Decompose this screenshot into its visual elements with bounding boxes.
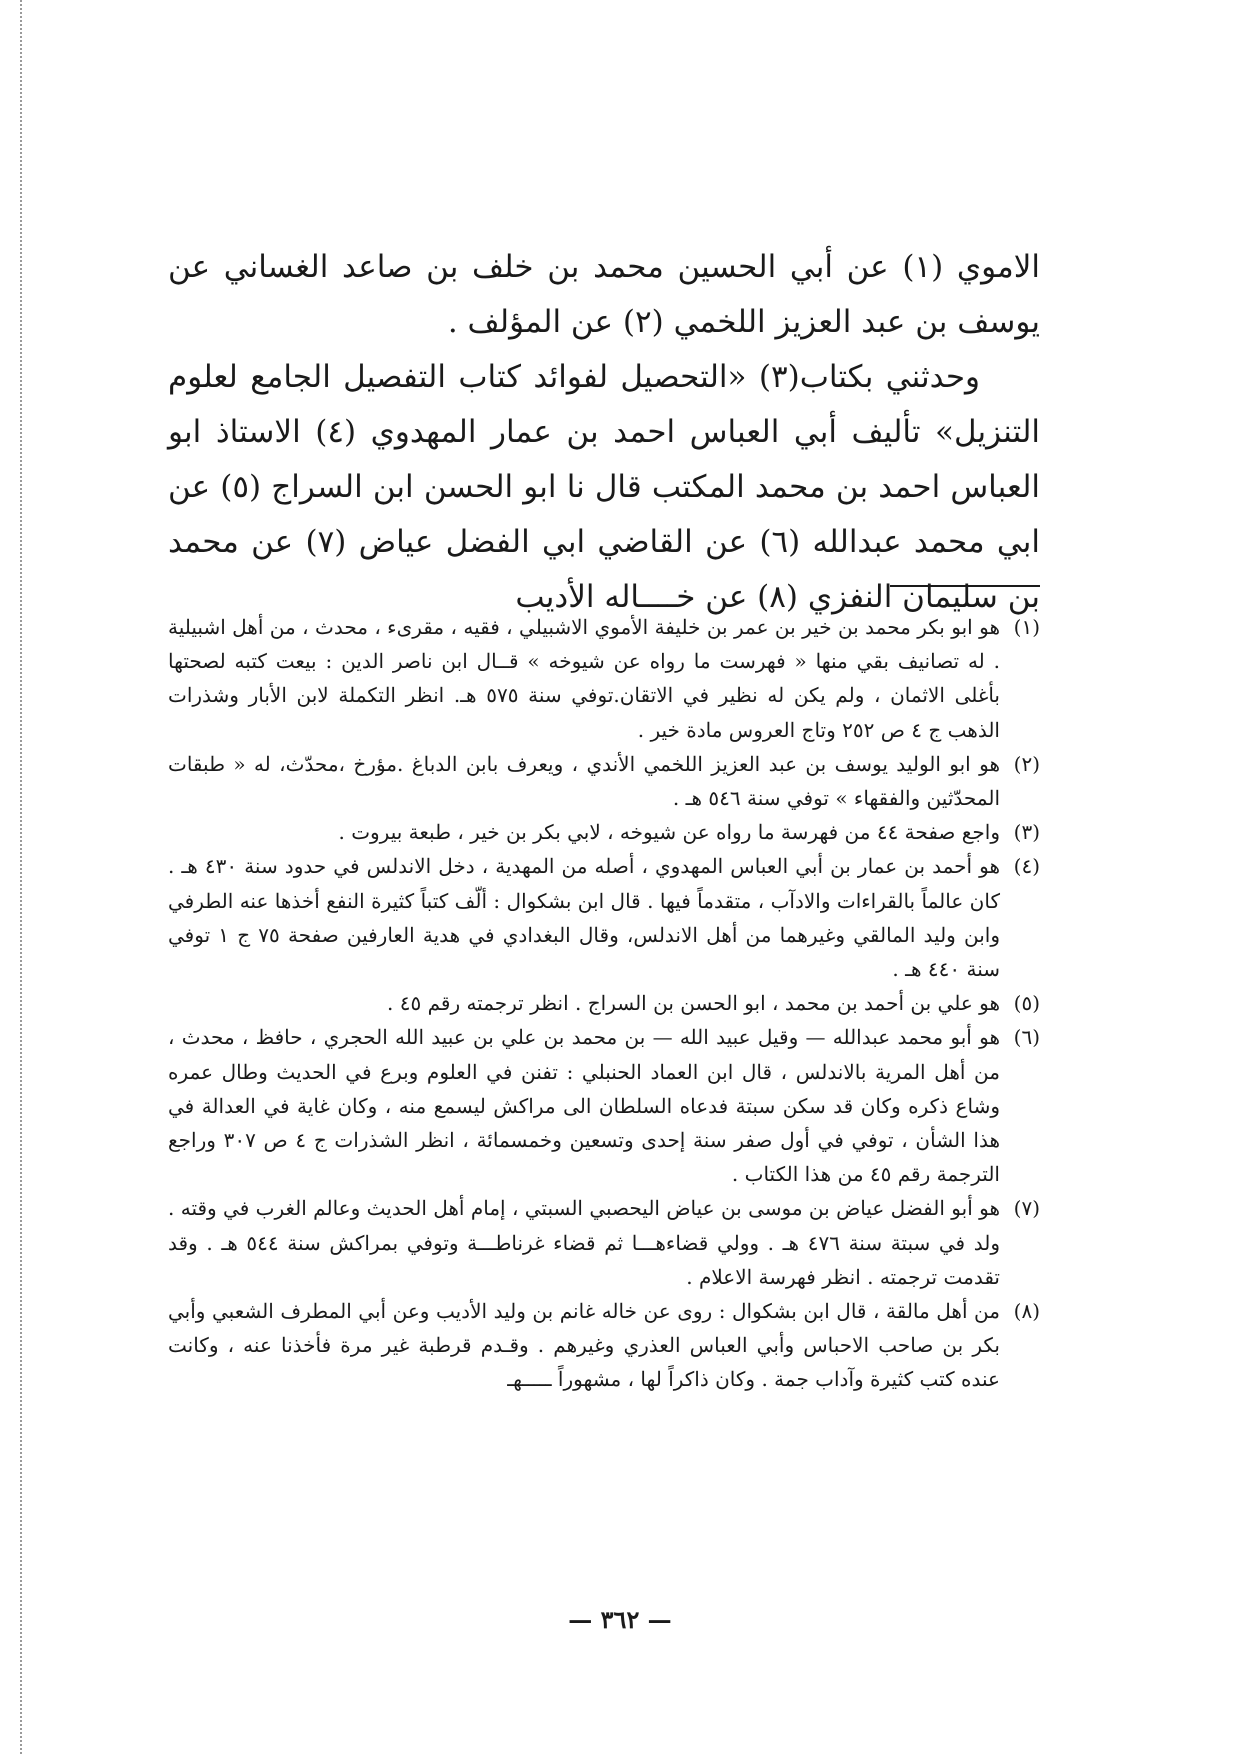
main-paragraph-1: الاموي (١) عن أبي الحسين محمد بن خلف بن صاعد الغساني عن يوسف بن عبد العزيز اللخمي (٢) عن المؤلف . [168,249,1040,340]
footnote-number: (٢) [1013,751,1040,776]
footnote-number: (١) [1013,615,1040,639]
footnote-2 [168,747,1040,815]
footnote-text: هو علي بن أحمد بن محمد ، ابو الحسن بن السراج . انظر ترجمته رقم ٤٥ . [387,991,1000,1016]
footnote-4 [168,849,1040,986]
scan-edge-line [20,0,24,1754]
footnote-number: (٨) [1013,1299,1040,1324]
footnote-5 [168,986,1040,1020]
main-paragraph-2: وحدثني بكتاب(٣) «التحصيل لفوائد كتاب التفصيل الجامع لعلوم التنزيل» تأليف أبي العباس احمد بن عمار المهدوي (٤) الاستاذ ابو العباس احمد بن محمد المكتب قال نا ابو الحسن ابن السراج (٥) عن ابي محمد عبدالله (٦) عن القاضي ابي الفضل عياض (٧) عن محمد بن سليمان النفزي (٨) عن خــــاله الأديب [168,359,1040,615]
footnote-number: (٧) [1013,1196,1040,1221]
footnote-number: (٦) [1013,1025,1040,1050]
footnote-8 [168,1294,1040,1397]
footnote-text: من أهل مالقة ، قال ابن بشكوال : روى عن خاله غانم بن وليد الأديب وعن أبي المطرف الشعبي وأبي بكر بن صاحب الاحباس وأبي العباس العذري وغيرهم . وقـدم قرطبة غير مرة فأخذنا عنه ، وكانت عنده كتب كثيرة وآداب جمة . وكان ذاكراً لها ، مشهوراً ـــــهـ [168,1299,1000,1392]
main-text [168,240,1040,625]
footnote-6 [168,1020,1040,1191]
footnote-number: (٣) [1013,820,1040,845]
page-number: — ٣٦٢ — [568,1605,672,1634]
footnote-number: (٤) [1013,854,1041,879]
footnote-text: هو أحمد بن عمار بن أبي العباس المهدوي ، أصله من المهدية ، دخل الاندلس في حدود سنة ٤٣٠ هـ . كان عالماً بالقراءات والادآب ، متقدماً فيها . قال ابن بشكوال : ألّف كتباً كثيرة النفع أخذها عنه الطرفي وابن وليد المالقي وغيرهما من أهل الاندلس، وقال البغدادي في هدية العارفين صفحة ٧٥ ج ١ توفي سنة ٤٤٠ هـ . [168,854,1001,982]
footnote-number: (٥) [1013,991,1040,1016]
footnote-text: هو ابو بكر محمد بن خير بن عمر بن خليفة الأموي الاشبيلي ، فقيه ، مقرىء ، محدث ، من أهل اشبيلية . له تصانيف بقي منها « فهرست ما رواه عن شيوخه » قــال ابن ناصر الدين : بيعت كتبه لصحتها بأغلى الاثمان ، ولم يكن له نظير في الاتقان.توفي سنة ٥٧٥ هـ. انظر التكملة لابن الأبار وشذرات الذهب ج ٤ ص ٢٥٢ وتاج العروس مادة خير . [168,615,1001,742]
footnote-text: هو أبو محمد عبدالله — وقيل عبيد الله — بن محمد بن علي بن عبيد الله الحجري ، حافظ ، محدث ، من أهل المرية بالاندلس ، قال ابن العماد الحنبلي : تفنن في العلوم وبرع في الحديث وطال عمره وشاع ذكره وكان قد سكن سبتة فدعاه السلطان الى مراكش ليسمع منه ، وكان غاية في العدالة في هذا الشأن ، توفي في أول صفر سنة إحدى وتسعين وخمسمائة ، انظر الشذرات ج ٤ ص ٣٠٧ وراجع الترجمة رقم ٤٥ من هذا الكتاب . [168,1025,1000,1187]
footnote-text: واجع صفحة ٤٤ من فهرسة ما رواه عن شيوخه ، لابي بكر بن خير ، طبعة بيروت . [338,820,1000,845]
footnote-3 [168,815,1040,849]
footnote-7 [168,1191,1040,1294]
footnote-1 [168,610,1040,747]
footnote-text: هو ابو الوليد يوسف بن عبد العزيز اللخمي الأندي ، ويعرف بابن الدباغ .مؤرخ ،محدّث، له « طبقات المحدّثين والفقهاء » توفي سنة ٥٤٦ هـ . [168,751,1000,811]
footnotes [168,610,1040,1397]
footnote-divider [890,585,1040,587]
footnote-text: هو أبو الفضل عياض بن موسى بن عياض اليحصبي السبتي ، إمام أهل الحديث وعالم الغرب في وقته . ولد في سبتة سنة ٤٧٦ هـ . وولي قضاءهـــا ثم قضاء غرناطـــة وتوفي بمراكش سنة ٥٤٤ هـ . وقد تقدمت ترجمته . انظر فهرسة الاعلام . [168,1196,1001,1289]
